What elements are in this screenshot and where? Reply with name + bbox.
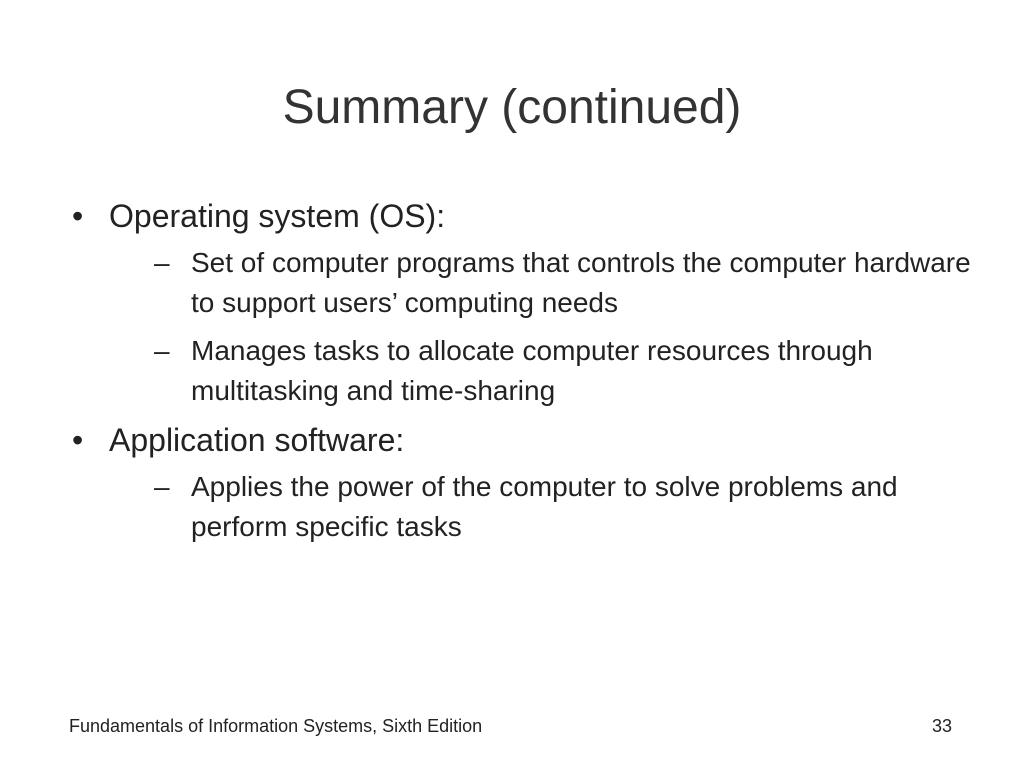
bullet-text: Operating system (OS): <box>109 198 446 234</box>
sub-bullet-marker: – <box>154 335 170 366</box>
sub-bullet-marker: – <box>154 471 170 502</box>
bullet-text: Application software: <box>109 422 405 458</box>
sub-bullet-marker: – <box>154 247 170 278</box>
bullet-marker: • <box>72 198 84 234</box>
sub-bullet-list <box>109 467 972 547</box>
sub-bullet-list <box>109 243 972 411</box>
sub-bullet-item <box>154 331 972 411</box>
sub-bullet-item <box>154 467 972 547</box>
page-number: 33 <box>931 716 952 736</box>
bullet-item-operating-system <box>72 195 972 411</box>
sub-bullet-text: Set of computer programs that controls the computer hardware to support users’ computing needs <box>191 247 971 318</box>
bullet-marker: • <box>72 422 84 458</box>
sub-bullet-item <box>154 243 972 323</box>
sub-bullet-text: Manages tasks to allocate computer resources through multitasking and time-sharing <box>191 335 873 406</box>
bullet-list <box>72 195 972 555</box>
slide-title: Summary (continued) <box>282 81 742 134</box>
bullet-item-application-software <box>72 419 972 547</box>
sub-bullet-text: Applies the power of the computer to solve problems and perform specific tasks <box>191 471 898 542</box>
footer-book-title: Fundamentals of Information Systems, Sixth Edition <box>69 716 483 736</box>
